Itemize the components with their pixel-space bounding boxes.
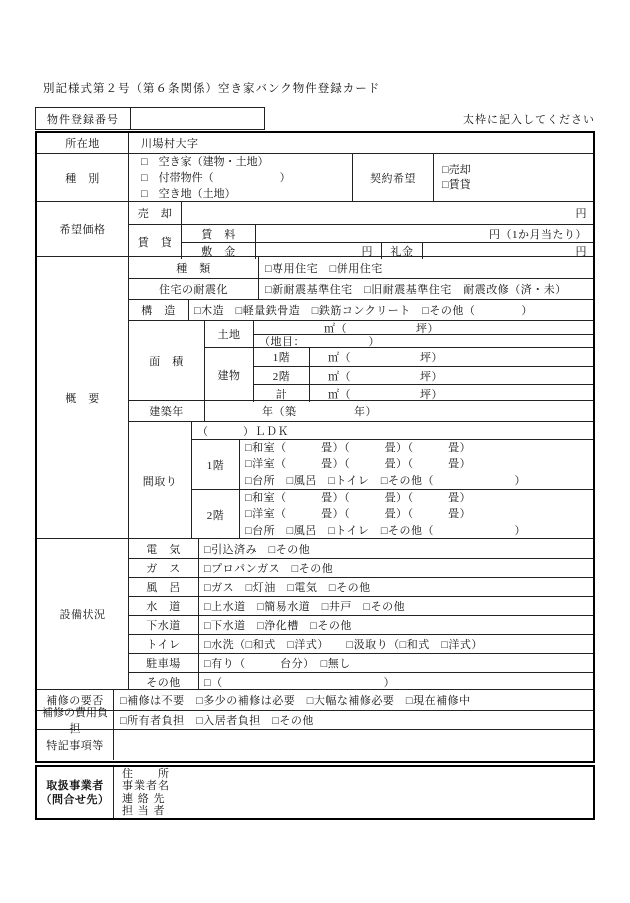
location-label: 所在地 [37, 133, 129, 153]
registration-strip [35, 107, 595, 130]
year-label: 建築年 [129, 401, 205, 421]
price-keymoney-value: 円 [575, 246, 587, 258]
bold-frame-note: 太枠に記入してください [463, 113, 595, 126]
repair-value: □補修は不要 □多少の補修は必要 □大幅な補修必要 □現在補修中 [120, 695, 471, 707]
category-option-futai: □ 付帯物件（ ） [141, 171, 291, 184]
category-options [129, 154, 353, 201]
price-rentfee-row [182, 225, 593, 242]
layout-floor2-yoshitsu: □洋室（ 畳）（ 畳）（ 畳） [245, 508, 472, 521]
area-floor2-value: ㎡（ 坪） [328, 370, 443, 383]
contract-option-rent: □賃貸 [442, 178, 471, 191]
layout-floor1-yoshitsu: □洋室（ 畳）（ 畳）（ 畳） [245, 458, 472, 471]
overview-label: 概 要 [37, 257, 129, 538]
facility-other-row [129, 672, 593, 690]
facilities-label: 設備状況 [37, 539, 129, 689]
repair-cost-value: □所有者負担 □入居者負担 □その他 [120, 715, 314, 727]
agent-row [37, 767, 593, 818]
layout-floor2-row [192, 489, 593, 539]
facility-water-value: □上水道 □簡易水道 □井戸 □その他 [204, 601, 406, 613]
agent-label [37, 767, 114, 818]
facility-sewer-label: 下水道 [129, 616, 199, 634]
agent-business-name-label: 事業者名 [122, 780, 170, 793]
area-floor2-row [254, 366, 593, 384]
facility-parking-row [129, 653, 593, 672]
agent-contact-lines [114, 767, 593, 818]
kind-label: 種 類 [129, 257, 259, 278]
category-option-akiya: □ 空き家（建物・土地） [141, 155, 269, 168]
price-body [129, 202, 593, 256]
facility-bath-value: □ガス □灯油 □電気 □その他 [204, 582, 371, 594]
area-floor1-label: 1階 [254, 348, 310, 366]
layout-floor1-washitsu: □和室（ 畳）（ 畳）（ 畳） [245, 441, 472, 454]
contract-option-sale: □売却 [442, 163, 471, 176]
repair-cost-label: 補修の費用負担 [37, 711, 114, 729]
facility-sewer-row [129, 615, 593, 634]
facility-bath-row [129, 577, 593, 596]
facility-electric-label: 電 気 [129, 539, 199, 558]
structure-label: 構 造 [129, 300, 189, 320]
price-row [37, 201, 593, 256]
layout-label: 間取り [129, 422, 192, 539]
area-total-value: ㎡（ 坪） [328, 388, 443, 401]
agent-person-label: 担 当 者 [122, 804, 166, 817]
repair-row [37, 689, 593, 710]
area-floor2-label: 2階 [254, 367, 310, 384]
facility-water-row [129, 596, 593, 615]
category-row [37, 153, 593, 201]
layout-row [129, 421, 593, 539]
agent-address-label: 住 所 [122, 767, 170, 780]
price-rentfee-label: 賃 料 [182, 225, 256, 242]
repair-cost-row [37, 707, 593, 735]
contract-wish-label: 契約希望 [353, 154, 434, 201]
facility-sewer-value: □下水道 □浄化槽 □その他 [204, 620, 352, 632]
facilities-body [129, 539, 593, 689]
agent-label-line1: 取扱事業者 [46, 779, 104, 792]
facility-gas-value: □プロパンガス □その他 [204, 563, 334, 575]
area-land-row [205, 321, 593, 347]
layout-floor2-other: □台所 □風呂 □トイレ □その他（ ） [245, 524, 527, 537]
notes-label: 特記事項等 [37, 730, 114, 760]
facilities-row [37, 538, 593, 689]
category-label: 種 別 [37, 154, 129, 201]
layout-floor2-label: 2階 [192, 490, 240, 539]
category-option-akichi: □ 空き地（土地） [141, 187, 236, 200]
overview-row [37, 256, 593, 538]
location-value: 川場村大字 [141, 138, 199, 150]
layout-floor2-washitsu: □和室（ 畳）（ 畳）（ 畳） [245, 491, 472, 504]
area-land-chimoku: （地目： ） [254, 334, 593, 347]
area-floor1-row [254, 348, 593, 366]
price-rent-label: 賃 貸 [129, 225, 182, 259]
year-value: 年（築 年） [262, 406, 377, 418]
facility-electric-value: □引込済み □その他 [204, 543, 311, 556]
layout-floor1-other: □台所 □風呂 □トイレ □その他（ ） [245, 474, 527, 487]
price-rent-rows [129, 224, 593, 259]
facility-parking-value: □有り（ 台分） □無し [204, 658, 351, 670]
document-title: 別記様式第２号（第６条関係）空き家バンク物件登録カード [43, 83, 381, 95]
facility-other-value: □（ ） [204, 676, 396, 689]
price-rentfee-value: 円（1か月当たり） [489, 228, 587, 241]
facility-bath-label: 風 呂 [129, 578, 199, 596]
notes-row [37, 729, 593, 760]
area-label: 面 積 [129, 321, 205, 400]
quake-value: □新耐震基準住宅 □旧耐震基準住宅 耐震改修（済・未） [265, 284, 567, 296]
facility-toilet-row [129, 634, 593, 653]
layout-floor2-lines [240, 490, 593, 539]
facility-water-label: 水 道 [129, 597, 199, 615]
quake-label: 住宅の耐震化 [129, 279, 259, 299]
layout-floor1-label: 1階 [192, 440, 240, 489]
kind-value: □専用住宅 □併用住宅 [265, 262, 383, 275]
structure-row [129, 299, 593, 320]
notes-value [114, 730, 593, 760]
overview-body [129, 257, 593, 538]
facility-electric-row [129, 539, 593, 558]
area-building-label: 建物 [205, 348, 254, 402]
kind-row [129, 257, 593, 278]
price-label: 希望価格 [37, 202, 129, 256]
price-sale-row [129, 202, 593, 224]
facility-gas-row [129, 558, 593, 577]
facility-gas-label: ガ ス [129, 559, 199, 577]
agent-table [35, 765, 595, 820]
facility-toilet-label: トイレ [129, 635, 199, 653]
registration-number-label: 物件登録番号 [36, 108, 131, 129]
price-sale-label: 売 却 [129, 202, 182, 224]
structure-value: □木造 □軽量鉄骨造 □鉄筋コンクリート □その他（ ） [194, 305, 533, 317]
agent-contact-label: 連 絡 先 [122, 792, 166, 805]
registration-number-value [131, 108, 264, 129]
facility-other-label: その他 [129, 673, 199, 690]
area-row [129, 320, 593, 400]
facility-parking-label: 駐車場 [129, 654, 199, 672]
agent-label-line2: （問合せ先） [40, 793, 110, 806]
area-building-rows [205, 347, 593, 402]
registration-number-box [35, 107, 265, 130]
layout-floor1-lines [240, 440, 593, 489]
year-row [129, 400, 593, 421]
contract-wish-options [434, 154, 593, 201]
price-keymoney-label: 礼金 [382, 243, 423, 259]
layout-floor1-row [192, 439, 593, 489]
location-row [37, 133, 593, 153]
area-land-label: 土地 [205, 321, 254, 347]
area-land-size: ㎡（ 坪） [324, 322, 439, 335]
area-total-label: 計 [254, 385, 310, 402]
facility-toilet-value: □水洗（□和式 □洋式） □汲取り（□和式 □洋式） [204, 639, 483, 651]
price-sale-value: 円 [575, 208, 587, 220]
price-deposit-value: 円 [256, 243, 382, 259]
price-deposit-label: 敷 金 [182, 243, 256, 259]
area-floor1-value: ㎡（ 坪） [328, 352, 443, 364]
repair-label: 補修の要否 [37, 690, 114, 710]
quake-row [129, 278, 593, 299]
layout-ldk: （ ）ＬＤＫ [197, 425, 289, 438]
main-table [35, 131, 595, 763]
